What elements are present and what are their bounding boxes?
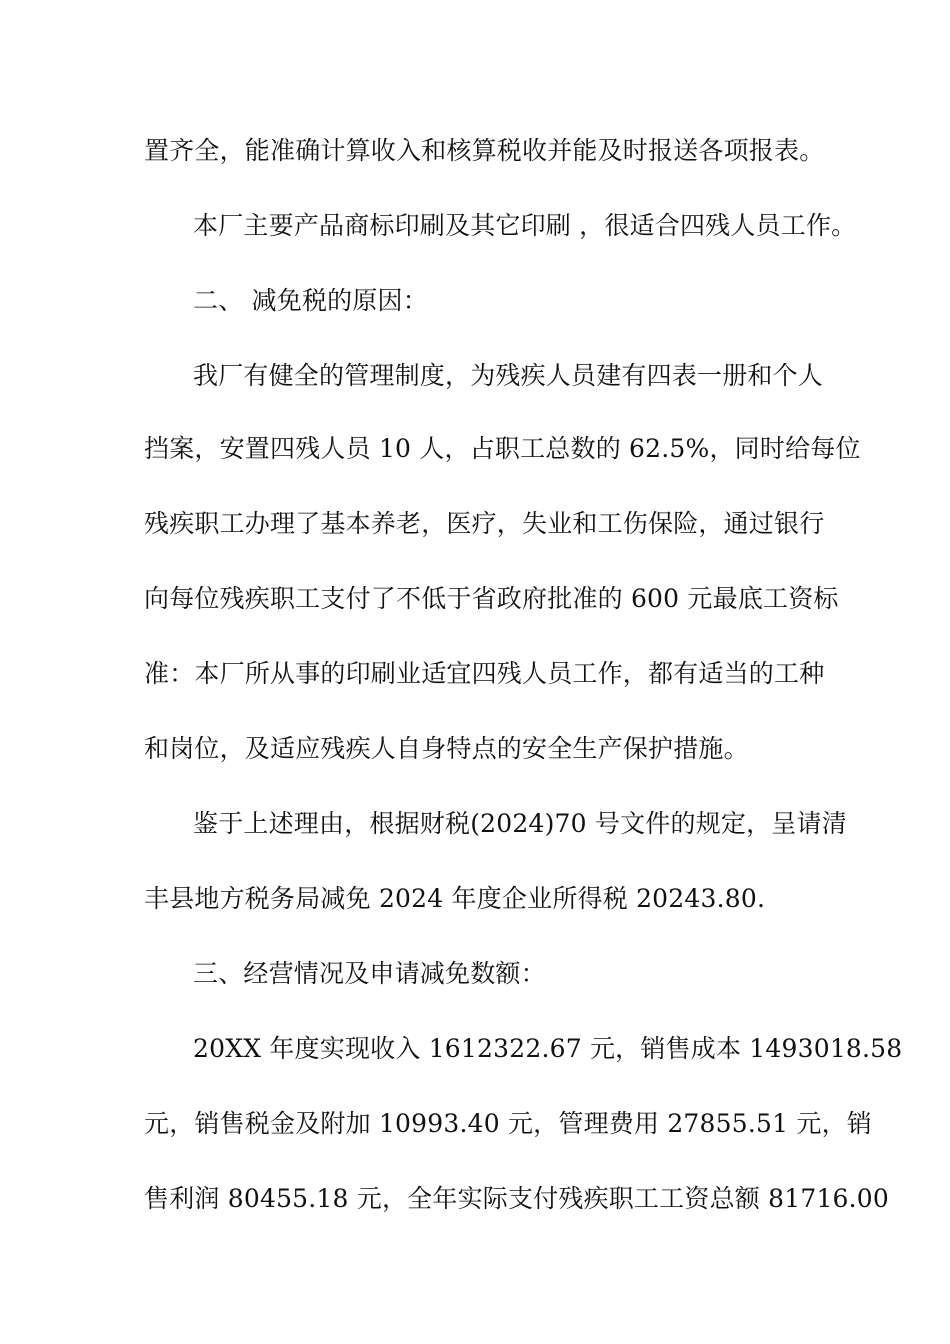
section-heading: 三、经营情况及申请减免数额：	[193, 959, 546, 988]
paragraph-line: 20XX 年度实现收入 1612322.67 元，销售成本 1493018.58	[193, 1034, 903, 1063]
paragraph-line: 残疾职工办理了基本养老，医疗，失业和工伤保险，通过银行	[144, 509, 825, 538]
paragraph-line: 售利润 80455.18 元，全年实际支付残疾职工工资总额 81716.00	[144, 1184, 890, 1213]
paragraph-line: 和岗位，及适应残疾人自身特点的安全生产保护措施。	[144, 734, 749, 763]
paragraph-line: 置齐全，能准确计算收入和核算税收并能及时报送各项报表。	[144, 136, 825, 165]
section-heading: 二、 减免税的原因：	[193, 286, 428, 315]
paragraph-line: 鉴于上述理由，根据财税(2024)70 号文件的规定，呈请清	[193, 809, 847, 838]
paragraph-line: 向每位残疾职工支付了不低于省政府批准的 600 元最底工资标	[144, 584, 839, 613]
paragraph-line: 挡案，安置四残人员 10 人，占职工总数的 62.5%，同时给每位	[144, 434, 861, 463]
paragraph-line: 本厂主要产品商标印刷及其它印刷 ，很适合四残人员工作。	[193, 211, 857, 240]
paragraph-line: 丰县地方税务局减免 2024 年度企业所得税 20243.80.	[144, 884, 766, 913]
paragraph-line: 我厂有健全的管理制度，为残疾人员建有四表一册和个人	[193, 361, 824, 390]
paragraph-line: 准：本厂所从事的印刷业适宜四残人员工作，都有适当的工种	[144, 659, 825, 688]
paragraph-line: 元，销售税金及附加 10993.40 元，管理费用 27855.51 元，销	[144, 1109, 872, 1138]
